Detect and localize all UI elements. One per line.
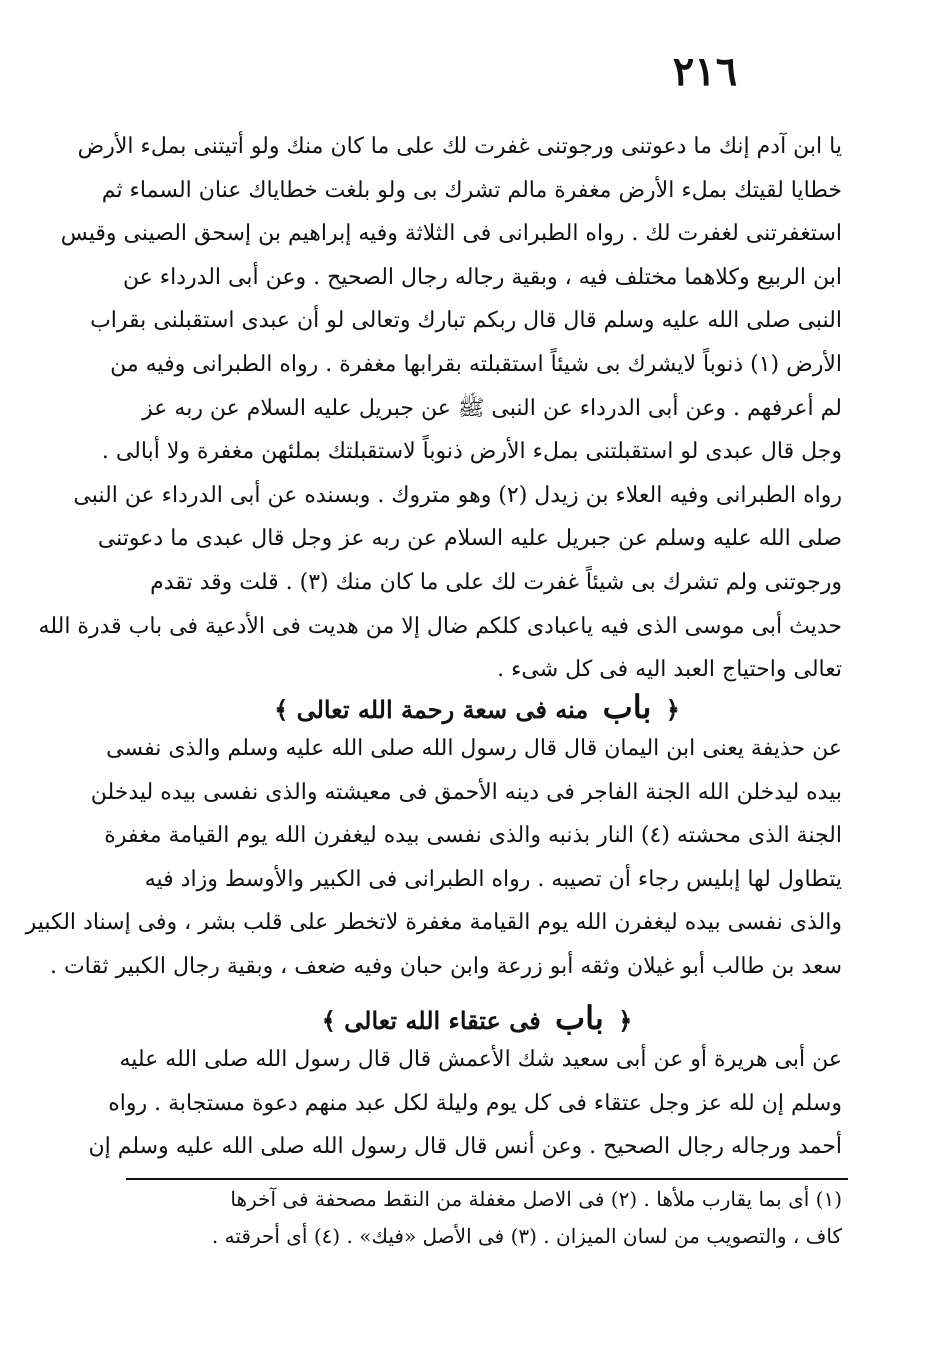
text-line: سعد بن طالب أبو غيلان وثقه أبو زرعة وابن حبان وفيه ضعف ، وبقية رجال الكبير ثقات . (49, 953, 842, 979)
paragraph-1 (38, 125, 842, 692)
text-line: بيده ليدخلن الله الجنة الفاجر فى دينه الأحمق فى معيشته والذى نفسى بيده ليدخلن (90, 779, 842, 805)
footnote-line: كاف ، والتصويب من لسان الميزان . (٣) فى الأصل «فيك» . (٤) أى أحرقته . (211, 1224, 842, 1248)
text-line: ورجوتنى ولم تشرك بى شيئاً غفرت لك على ما كان منك (٣) . قلت وقد تقدم (150, 569, 842, 595)
text-line: الأرض (١) ذنوباً لايشرك بى شيئاً استقبلته بقرابها مغفرة . رواه الطبرانى وفيه من (110, 351, 842, 377)
text-line: عن حذيفة يعنى ابن اليمان قال قال رسول الله صلى الله عليه وسلم والذى نفسى (106, 736, 842, 761)
heading-title: فى عتقاء الله تعالى (344, 1006, 541, 1035)
paragraph-3 (88, 1038, 842, 1169)
text-line: ابن الربيع وكلاهما مختلف فيه ، وبقية رجاله رجال الصحيح . وعن أبى الدرداء عن (122, 264, 842, 290)
text-line: عن أبى هريرة أو عن أبى سعيد شك الأعمش قال قال رسول الله صلى الله عليه (119, 1047, 842, 1072)
paragraph-2 (25, 727, 842, 989)
text-line: يا ابن آدم إنك ما دعوتنى ورجوتنى غفرت لك على ما كان منك ولو أتيتنى بملء الأرض (77, 134, 842, 159)
footnote-line: (١) أى بما يقارب ملأها . (٢) فى الاصل مغفلة من النقط مصحفة فى آخرها (230, 1187, 842, 1211)
text-line: النبى صلى الله عليه وسلم قال قال ربكم تبارك وتعالى لو أن عبدى استقبلنى بقراب (90, 308, 842, 334)
heading-bab-word: باب (602, 688, 652, 726)
text-line: لم أعرفهم . وعن أبى الدرداء عن النبى ﷺ عن جبريل عليه السلام عن ربه عز (142, 395, 842, 421)
footnotes (112, 1181, 842, 1255)
ornate-bracket-close: ﴾ (321, 1006, 336, 1035)
text-line: والذى نفسى بيده ليغفرن الله يوم القيامة مغفرة لاتخطر على قلب بشر ، وفى إسناد الكبير (25, 910, 842, 936)
ornate-bracket-open: ﴿ (618, 1006, 633, 1035)
text-line: خطايا لقيتك بملء الأرض مغفرة مالم تشرك بى ولو بلغت خطاياك عنان السماء ثم (101, 177, 842, 203)
text-line: يتطاول لها إبليس رجاء أن تصيبه . رواه الطبرانى فى الكبير والأوسط وزاد فيه (144, 866, 842, 892)
text-line: وسلم إن لله عز وجل عتقاء فى كل يوم وليلة لكل عبد منهم دعوة مستجابة . رواه (108, 1090, 842, 1116)
footnote-divider (126, 1178, 848, 1180)
ornate-bracket-close: ﴾ (274, 695, 289, 724)
section-heading-rahma (112, 688, 842, 726)
ornate-bracket-open: ﴿ (665, 695, 680, 724)
text-line: صلى الله عليه وسلم عن جبريل عليه السلام عن ربه عز وجل قال عبدى ما دعوتنى (97, 526, 842, 552)
heading-bab-word: باب (555, 999, 604, 1037)
section-heading-utaqa (112, 999, 842, 1037)
text-line: تعالى واحتياج العبد اليه فى كل شىء . (497, 657, 842, 683)
text-line: رواه الطبرانى وفيه العلاء بن زيدل (٢) وهو متروك . وبسنده عن أبى الدرداء عن النبى (73, 482, 842, 508)
heading-title: منه فى سعة رحمة الله تعالى (296, 695, 589, 724)
text-line: استغفرتنى لغفرت لك . رواه الطبرانى فى الثلاثة وفيه إبراهيم بن إسحق الصينى وقيس (60, 221, 842, 247)
page-number: ٢١٦ (672, 48, 738, 95)
text-line: وجل قال عبدى لو استقبلتنى بملء الأرض ذنوباً لاستقبلتك بملئهن مغفرة ولا أبالى . (101, 439, 842, 465)
text-line: الجنة الذى محشته (٤) النار بذنبه والذى نفسى بيده ليغفرن الله يوم القيامة مغفرة (104, 823, 842, 849)
text-line: أحمد ورجاله رجال الصحيح . وعن أنس قال قال رسول الله صلى الله عليه وسلم إن (88, 1134, 842, 1160)
text-line: حديث أبى موسى الذى فيه ياعبادى كلكم ضال إلا من هديت فى الأدعية فى باب قدرة الله (38, 613, 842, 639)
